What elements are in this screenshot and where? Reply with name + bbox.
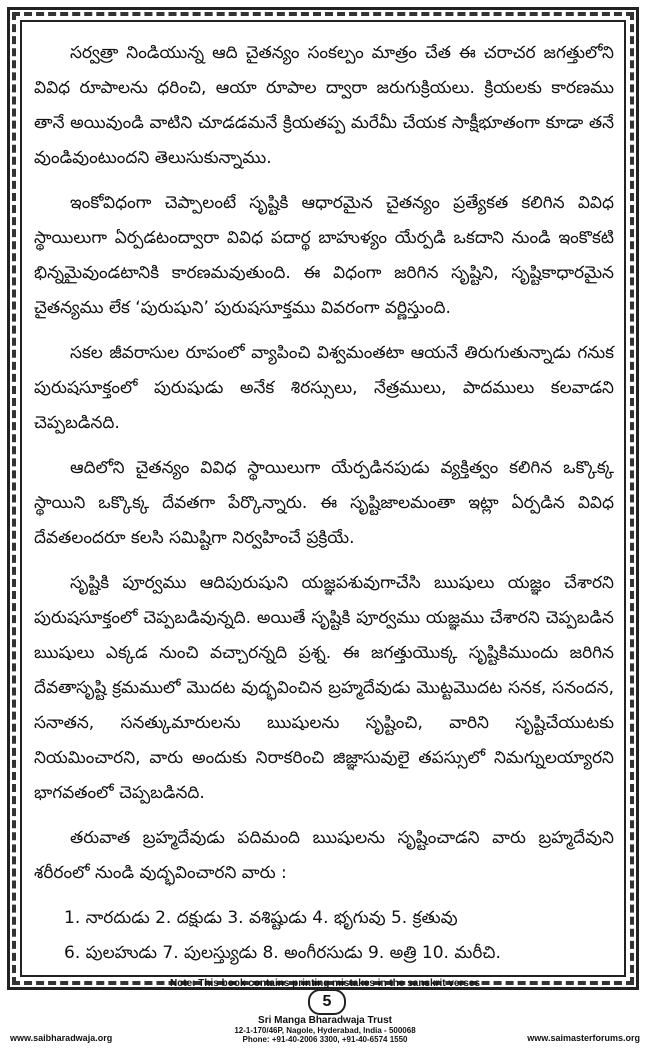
paragraph-1: సర్వత్రా నిండియున్న ఆది చైతన్యం సంకల్పం మాత్రం చేత ఈ చరాచర జగత్తులోని వివిధ రూపాలను ధరించి, ఆయా రూపాల ద్వారా జరుగుక్రియలు. క్రియలకు కారణము తానే అయివుండి వాటిని చూడడమనే క్రియతప్ప మరేమీ చేయక సాక్షీభూతంగా కూడా తనే వుండివుంటుందని తెలుసుకున్నాము.	[34, 43, 614, 168]
sages-list-line-2: 6. పులహుడు 7. పులస్త్యుడు 8. అంగీరసుడు 9. అత్రి 10. మరీచి.	[64, 943, 501, 963]
sages-list	[34, 901, 614, 971]
footer-website-left[interactable]: www.saibharadwaja.org	[10, 1033, 113, 1043]
paragraph-4: ఆదిలోని చైతన్యం వివిధ స్థాయిలుగా యేర్పడినపుడు వ్యక్తిత్వం కలిగిన ఒక్కొక్క స్థాయిని ఒక్కొక్క దేవతగా పేర్కొన్నారు. ఈ సృష్టిజాలమంతా ఇట్లా ఏర్పడిన వివిధ దేవతలందరూ కలసి సమిష్టిగా నిర్వహించే ప్రక్రియే.	[34, 458, 614, 548]
paragraph-5: సృష్టికి పూర్వము ఆదిపురుషుని యజ్ఞపశువుగాచేసి ఋషులు యజ్ఞం చేశారని పురుషసూక్తంలో చెప్పబడివున్నది. అయితే సృష్టికి పూర్వము యజ్ఞము చేశారని చెప్పబడిన ఋషులు ఎక్కడ నుంచి వచ్చారన్నది ప్రశ్న. ఈ జగత్తుయొక్క సృష్టికిముందు జరిగిన దేవతాసృష్టి క్రమములో మొదట వుద్భవించిన బ్రహ్మదేవుడు మొట్టమొదట సనక, సనందన, సనాతన, సనత్కుమారులను ఋషులను సృష్టించి, వారిని సృష్టిచేయుటకు నియమించారని, వారు అందుకు నిరాకరించి జిజ్ఞాసువులై తపస్సులో నిమగ్నులయ్యారని భాగవతంలో చెప్పబడినది.	[34, 573, 614, 803]
footer-trust-name: Sri Manga Bharadwaja Trust	[258, 1015, 392, 1026]
paragraph-3: సకల జీవరాసుల రూపంలో వ్యాపించి విశ్వమంతటా ఆయనే తిరుగుతున్నాడు గనుక పురుషసూక్తంలో పురుషుడు అనేక శిరస్సులు, నేత్రములు, పాదములు కలవాడని చెప్పబడినది.	[34, 343, 614, 433]
footer-phone: Phone: +91-40-2006 3300, +91-40-6574 1550	[242, 1035, 408, 1044]
printing-note: Note: This book contains printing mistakes in the sanskrit verses	[169, 978, 481, 989]
footer-website-right[interactable]: www.saimasterforums.org	[527, 1033, 640, 1043]
footer-trust-info	[160, 1015, 490, 1044]
page-content	[34, 36, 614, 971]
paragraph-6: తరువాత బ్రహ్మదేవుడు పదిమంది ఋషులను సృష్టించాడని వారు బ్రహ్మదేవుని శరీరంలో నుండి వుద్భవించారని వారు :	[34, 828, 614, 883]
footer-address: 12-1-170/46P, Nagole, Hyderabad, India - 500068	[234, 1026, 416, 1035]
page-number: 5	[308, 989, 346, 1015]
sages-list-line-1: 1. నారదుడు 2. దక్షుడు 3. వశిష్టుడు 4. భృగువు 5. క్రతువు	[64, 908, 458, 928]
paragraph-2: ఇంకోవిధంగా చెప్పాలంటే సృష్టికి ఆధారమైన చైతన్యం ప్రత్యేకత కలిగిన వివిధ స్థాయిలుగా ఏర్పడటంద్వారా వివిధ పదార్థ బాహుళ్యం యేర్పడి ఒకదాని నుండి ఇంకొకటి భిన్నమైవుండటానికి కారణమవుతుంది. ఈ విధంగా జరిగిన సృష్టిని, సృష్టికాధారమైన చైతన్యము లేక ‘పురుషుని’ పురుషసూక్తము వివరంగా వర్ణిస్తుంది.	[34, 193, 614, 318]
